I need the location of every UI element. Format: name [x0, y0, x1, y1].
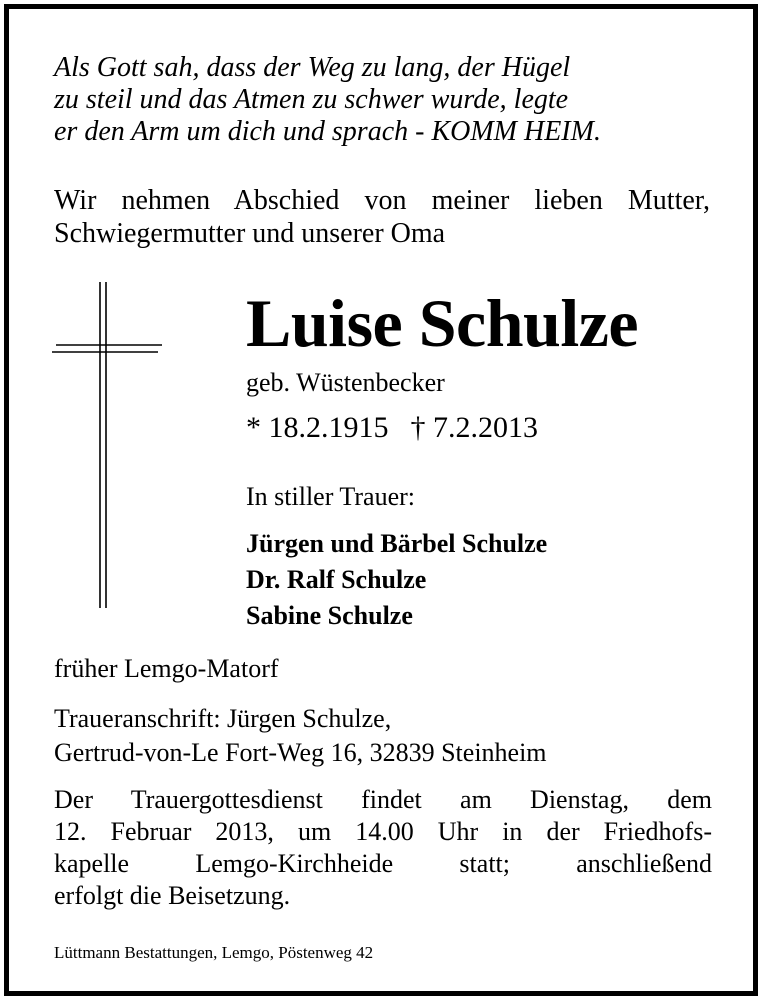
address-line: Traueranschrift: Jürgen Schulze,: [54, 704, 392, 733]
poem-line: Als Gott sah, dass der Weg zu lang, der Hügel: [54, 52, 571, 83]
service-line: 12. Februar 2013, um 14.00 Uhr in der Friedhofs-: [54, 817, 712, 846]
mourning-address: [54, 702, 547, 770]
poem-line: zu steil und das Atmen zu schwer wurde, legte: [54, 84, 569, 115]
service-line: kapelle Lemgo-Kirchheide statt; anschließend: [54, 849, 712, 878]
birth-date: * 18.2.1915: [246, 411, 389, 444]
mourner-list: [246, 526, 547, 634]
mourner-name: Dr. Ralf Schulze: [246, 565, 427, 594]
farewell-intro: [54, 184, 710, 250]
service-line: erfolgt die Beisetzung.: [54, 881, 291, 910]
undertaker-footer: Lüttmann Bestattungen, Lemgo, Pöstenweg 42: [54, 943, 374, 962]
service-line: Der Trauergottesdienst findet am Dienstag, dem: [54, 785, 712, 814]
intro-line: Schwiegermutter und unserer Oma: [54, 218, 446, 249]
funeral-service-info: [54, 784, 712, 912]
poem-line: er den Arm um dich und sprach - KOMM HEIM.: [54, 116, 601, 147]
death-date: † 7.2.2013: [410, 411, 538, 444]
cross-icon: [48, 282, 168, 612]
mourner-name: Sabine Schulze: [246, 601, 413, 630]
address-line: Gertrud-von-Le Fort-Weg 16, 32839 Steinheim: [54, 738, 547, 767]
poem: [54, 52, 601, 148]
former-residence: früher Lemgo-Matorf: [54, 654, 279, 683]
intro-line: Wir nehmen Abschied von meiner lieben Mutter,: [54, 185, 710, 216]
deceased-name: Luise Schulze: [246, 285, 639, 361]
mourning-label: In stiller Trauer:: [246, 482, 415, 511]
life-dates: [246, 410, 538, 446]
mourner-name: Jürgen und Bärbel Schulze: [246, 529, 548, 558]
birth-name: geb. Wüstenbecker: [246, 368, 445, 397]
